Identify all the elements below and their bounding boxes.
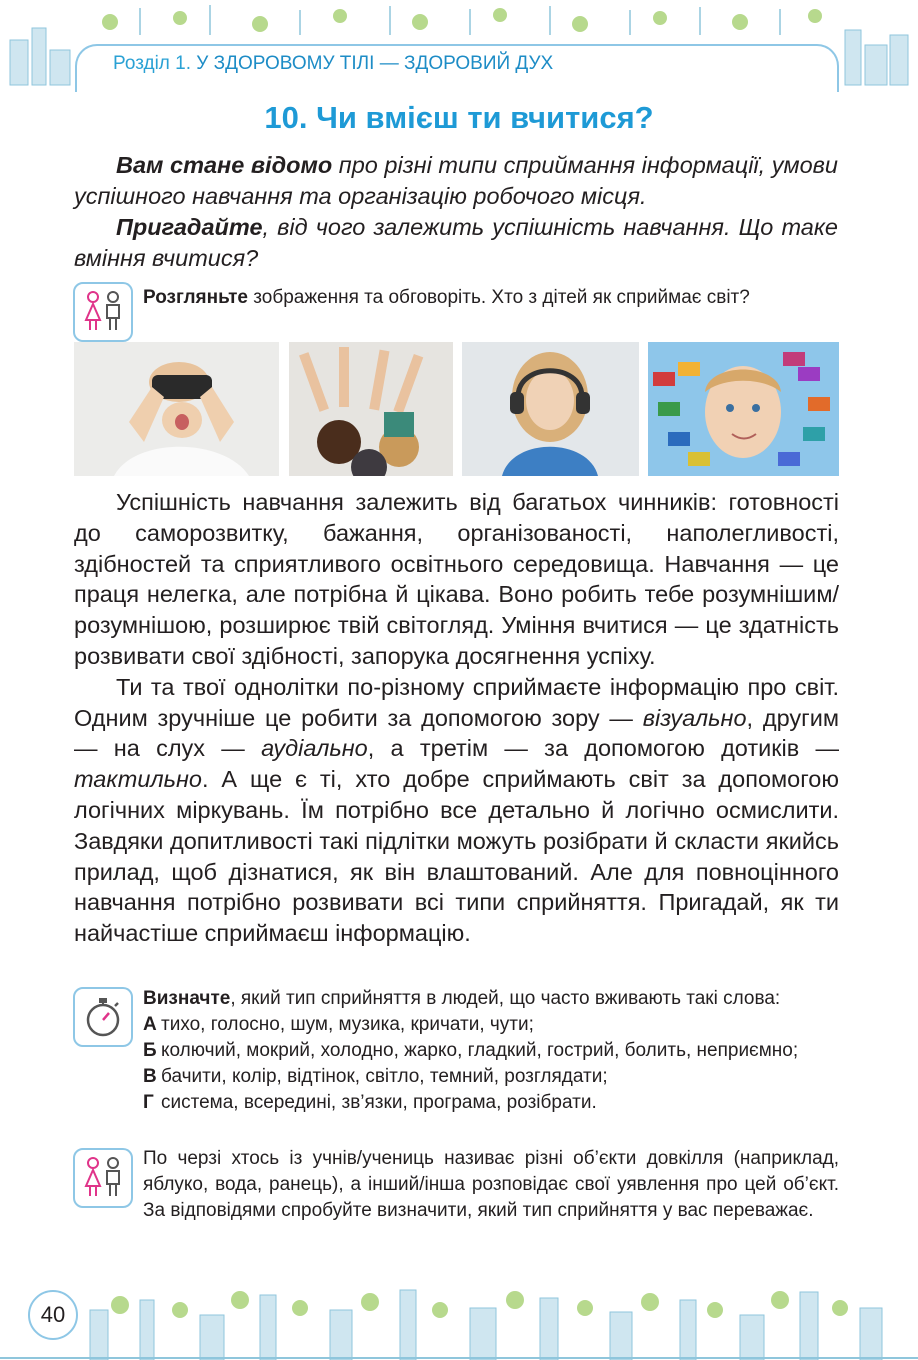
task2-prompt xyxy=(143,986,839,1012)
pair-work-icon xyxy=(73,282,133,342)
item-letter: А xyxy=(143,1014,157,1035)
intro-p2-text: , від чого залежить успішність навчання. Що таке вміння вчитися? xyxy=(74,214,838,271)
intro-paragraph-2 xyxy=(74,212,838,274)
list-item xyxy=(143,1038,839,1064)
pair-work-icon xyxy=(73,1148,133,1208)
term-audial: аудіально xyxy=(261,735,368,762)
photo-children-hands-up xyxy=(289,342,453,476)
body-paragraph-1: Успішність навчання залежить від багатьох чинників: готовності до саморозвитку, бажання, організованості, наполегливості, здібностей та сприятливого освітнього середовища. Навчання — це праця нелегка, але потрібна й цікава. Воно робить тебе розумнішим/розумнішою, розширює твій світогляд. Уміння вчитися — це здатність розвивати свої здібності, запорука досягнення успіху. xyxy=(74,489,839,669)
body-text xyxy=(74,487,839,949)
photo-girl-headphones xyxy=(462,342,639,476)
lesson-title: 10. Чи вмієш ти вчитися? xyxy=(264,100,654,135)
task-define-perception xyxy=(143,986,839,1116)
task1-bold: Розгляньте xyxy=(143,287,248,308)
task-look-discuss xyxy=(143,285,839,311)
photo-boy-screens xyxy=(648,342,839,476)
photo-boy-vr-headset xyxy=(74,342,279,476)
section-label: Розділ 1. xyxy=(113,53,192,74)
item-letter: Б xyxy=(143,1040,157,1061)
intro-p1-bold: Вам стане відомо xyxy=(116,152,333,178)
item-text: бачити, колір, відтінок, світло, темний, розглядати; xyxy=(161,1066,608,1087)
section-title: У ЗДОРОВОМУ ТІЛІ — ЗДОРОВИЙ ДУХ xyxy=(196,53,554,74)
item-letter: Г xyxy=(143,1092,154,1113)
body-p2-part-b: , другим — на слух — xyxy=(74,704,839,762)
body-p2-part-d: . А ще є ті, хто добре сприймають світ за допомогою логічних міркувань. Їм потрібно все детально й логічно осмислити. Завдяки допитливості такі підлітки можуть розібрати й скласти якийсь прилад, щоб дізнатися, як він влаштований. Але для повноцінного навчання потрібно розвивати всі типи сприйняття. Пригадай, як ти найчастіше сприймаєш інформацію. xyxy=(74,766,839,947)
intro-p1-text: про різні типи сприймання інформації, умови успішного навчання та організацію робочого місця. xyxy=(74,152,839,209)
list-item xyxy=(143,1090,839,1116)
task2-text: , який тип сприйняття в людей, що часто вживають такі слова: xyxy=(230,988,781,1009)
task1-text: зображення та обговоріть. Хто з дітей як сприймає світ? xyxy=(247,287,750,308)
body-p2-part-c: , а третім — за допомогою дотиків — xyxy=(367,735,839,762)
bottom-decoration-cityscape xyxy=(0,1270,918,1360)
stopwatch-icon xyxy=(73,987,133,1047)
task-objects-game: По черзі хтось із учнів/учениць називає різні об’єкти довкілля (наприклад, яблуко, вода, ранець), а інший/інша розповідає свої уявлення про цей об’єкт. За відповідями спробуйте визначити, який тип сприйняття у вас переважає. xyxy=(143,1148,839,1221)
item-text: колючий, мокрий, холодно, жарко, гладкий, гострий, болить, неприємно; xyxy=(161,1040,799,1061)
list-item xyxy=(143,1012,839,1038)
body-p2-part-a: Ти та твої однолітки по-різному сприймаєте інформацію про світ. Одним зручніше це робити за допомогою зору — xyxy=(74,673,839,731)
term-visual: візуально xyxy=(642,704,747,731)
intro-paragraph-1 xyxy=(74,150,838,212)
item-text: система, всередині, зв’язки, програма, розібрати. xyxy=(161,1092,597,1113)
item-text: тихо, голосно, шум, музика, кричати, чути; xyxy=(161,1014,534,1035)
page-number: 40 xyxy=(28,1290,78,1340)
list-item xyxy=(143,1064,839,1090)
body-paragraph-2 xyxy=(74,672,839,949)
section-header xyxy=(113,53,553,75)
intro-p2-bold: Пригадайте xyxy=(116,214,263,240)
task2-bold: Визначте xyxy=(143,988,231,1009)
term-tactile: тактильно xyxy=(74,766,202,793)
item-letter: В xyxy=(143,1066,157,1087)
